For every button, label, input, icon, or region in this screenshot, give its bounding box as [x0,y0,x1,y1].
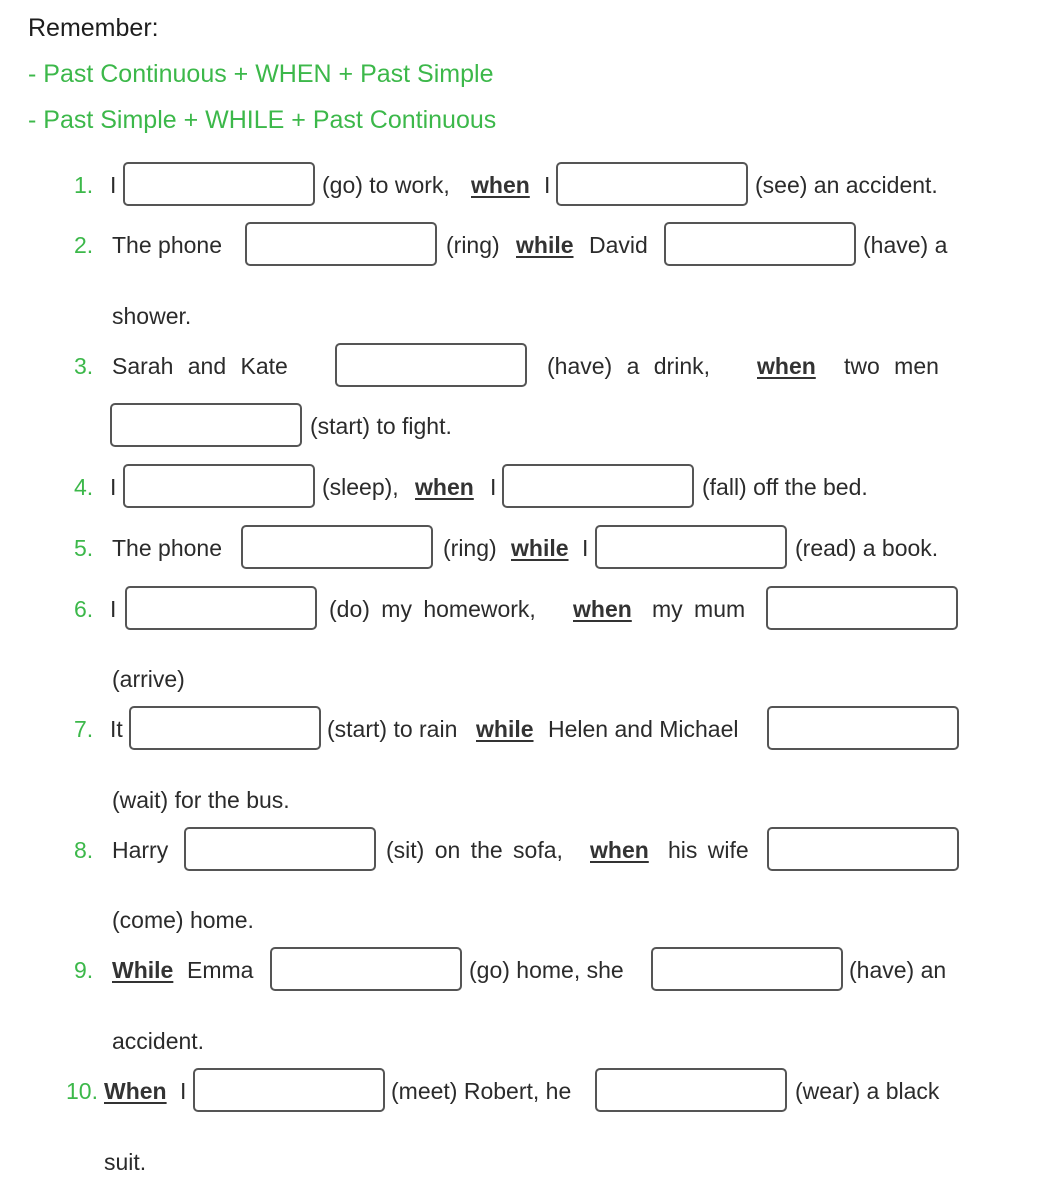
rule-while: - Past Simple + WHILE + Past Continuous [28,106,497,134]
exercise-number: 9. [74,957,94,983]
subject-text: I [544,172,551,198]
keyword-while: While [112,957,174,983]
exercise-number: 8. [74,837,94,863]
answer-box-2b[interactable] [664,222,856,266]
keyword-when: when [415,474,474,500]
verb-hint: (have) a [863,232,948,258]
subject-text: Sarah and Kate [112,353,288,379]
answer-box-1a[interactable] [123,162,315,206]
subject-text: Helen and Michael [548,716,739,742]
exercise-number: 3. [74,353,94,379]
answer-box-2a[interactable] [245,222,437,266]
subject-text: It [110,716,123,742]
subject-text: David [589,232,648,258]
exercise-number: 2. [74,232,94,258]
answer-box-10a[interactable] [193,1068,385,1112]
answer-box-9a[interactable] [270,947,462,991]
subject-text: I [582,535,589,561]
verb-hint: (read) a book. [795,535,939,561]
answer-box-8a[interactable] [184,827,376,871]
verb-hint: (start) to fight. [310,413,452,439]
answer-box-6b[interactable] [766,586,958,630]
subject-text: my mum [652,596,746,622]
verb-hint: (have) a drink, [547,353,711,379]
answer-box-6a[interactable] [125,586,317,630]
answer-box-8b[interactable] [767,827,959,871]
subject-text: The phone [112,535,222,561]
keyword-when: when [573,596,632,622]
subject-text: I [110,596,117,622]
verb-hint: (ring) [446,232,500,258]
keyword-when: When [104,1078,167,1104]
answer-box-5b[interactable] [595,525,787,569]
keyword-while: while [511,535,569,561]
verb-hint: (wear) a black [795,1078,940,1104]
subject-text: I [110,172,117,198]
answer-box-7a[interactable] [129,706,321,750]
verb-hint: (go) to work, [322,172,450,198]
answer-box-5a[interactable] [241,525,433,569]
verb-hint: (have) an [849,957,947,983]
exercise-2-continuation: shower. [112,303,192,329]
subject-text: Emma [187,957,254,983]
subject-text: two men [844,353,939,379]
exercise-number: 4. [74,474,94,500]
subject-text: The phone [112,232,222,258]
keyword-when: when [471,172,530,198]
subject-text: I [180,1078,187,1104]
remember-heading: Remember: [28,14,159,42]
answer-box-7b[interactable] [767,706,959,750]
verb-hint: (start) to rain [327,716,458,742]
rule-when: - Past Continuous + WHEN + Past Simple [28,60,494,88]
subject-text: I [110,474,117,500]
verb-hint: (do) my homework, [329,596,536,622]
answer-box-9b[interactable] [651,947,843,991]
exercise-number: 7. [74,716,94,742]
subject-text: his wife [668,837,749,863]
verb-hint: (fall) off the bed. [702,474,868,500]
verb-hint: (sit) on the sofa, [386,837,563,863]
subject-text: Harry [112,837,169,863]
verb-hint: (ring) [443,535,497,561]
answer-box-3a[interactable] [335,343,527,387]
verb-hint: (go) home, she [469,957,624,983]
exercise-10-continuation: suit. [104,1149,147,1175]
exercise-7-continuation: (wait) for the bus. [112,787,290,813]
keyword-while: while [476,716,534,742]
answer-box-10b[interactable] [595,1068,787,1112]
keyword-when: when [590,837,649,863]
verb-hint: (sleep), [322,474,399,500]
verb-hint: (meet) Robert, he [391,1078,572,1104]
answer-box-1b[interactable] [556,162,748,206]
exercise-6-continuation: (arrive) [112,666,185,692]
exercise-number: 5. [74,535,94,561]
keyword-when: when [757,353,816,379]
exercise-number: 1. [74,172,94,198]
exercise-9-continuation: accident. [112,1028,205,1054]
answer-box-4b[interactable] [502,464,694,508]
exercise-number: 10. [66,1078,98,1104]
subject-text: I [490,474,497,500]
answer-box-3b[interactable] [110,403,302,447]
answer-box-4a[interactable] [123,464,315,508]
exercise-number: 6. [74,596,94,622]
verb-hint: (see) an accident. [755,172,938,198]
exercise-8-continuation: (come) home. [112,907,254,933]
keyword-while: while [516,232,574,258]
